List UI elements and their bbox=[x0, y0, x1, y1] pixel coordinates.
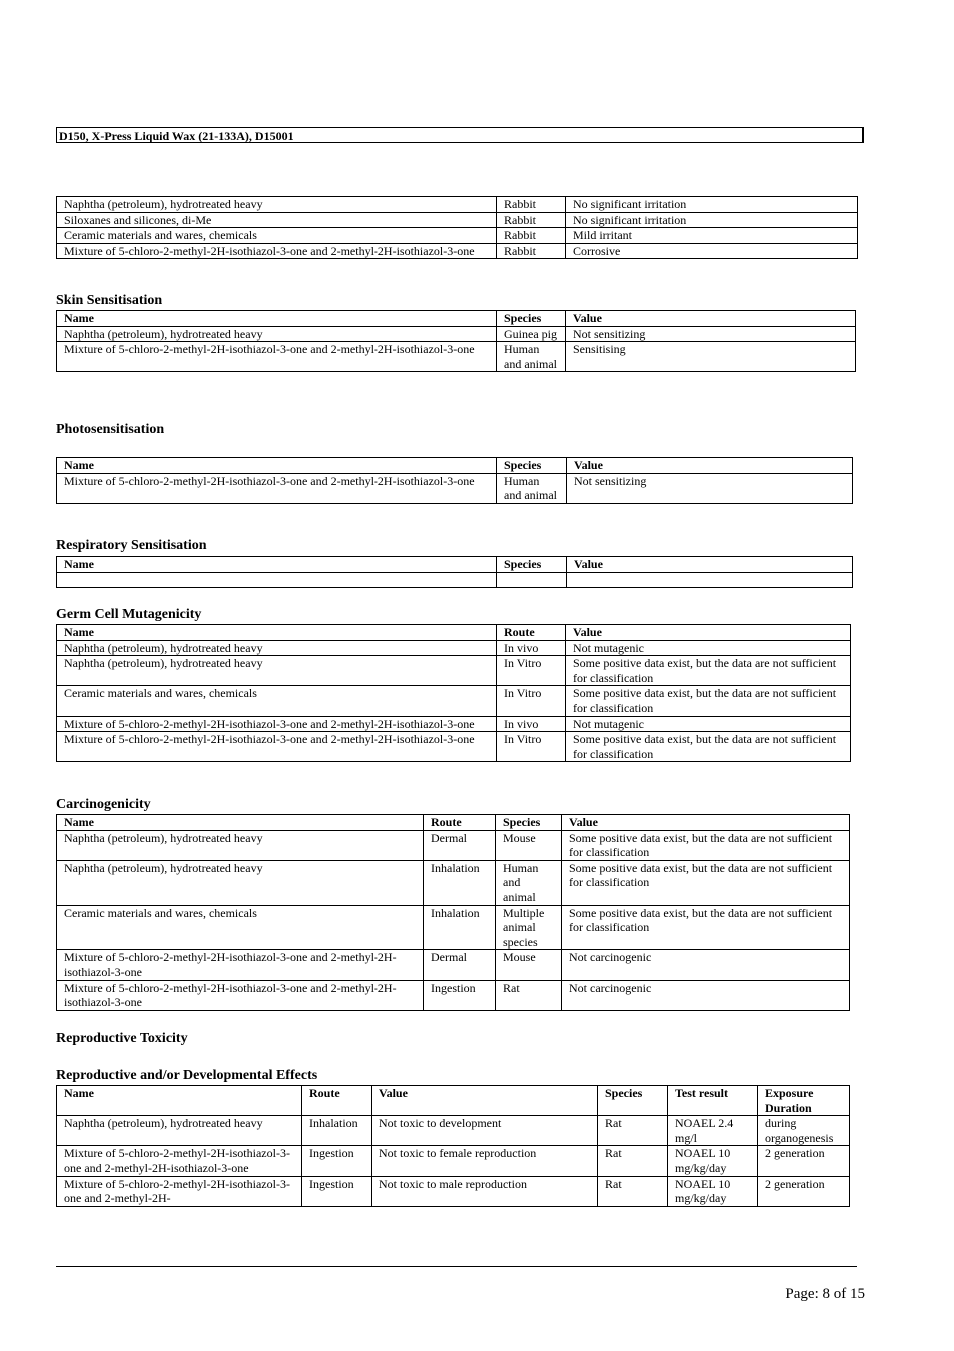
respiratory-sensitisation-heading: Respiratory Sensitisation bbox=[56, 538, 207, 553]
table-row bbox=[57, 572, 853, 587]
column-header: Species bbox=[496, 815, 562, 831]
table-cell: Rat bbox=[598, 1116, 668, 1146]
table-cell: Mouse bbox=[496, 950, 562, 980]
table-cell: Naphtha (petroleum), hydrotreated heavy bbox=[57, 326, 497, 342]
table-cell: Mixture of 5-chloro-2-methyl-2H-isothiazol-3-one and 2-methyl-2H-isothiazol-3-one bbox=[57, 716, 497, 732]
skin-sensitisation-table bbox=[56, 310, 856, 372]
table-cell: In Vitro bbox=[497, 732, 566, 762]
table-cell: 2 generation bbox=[758, 1176, 850, 1206]
table-cell: NOAEL 10 mg/kg/day bbox=[668, 1146, 758, 1176]
table-cell bbox=[497, 572, 567, 587]
table-row bbox=[57, 1146, 850, 1176]
column-header: Route bbox=[424, 815, 496, 831]
table-cell: Some positive data exist, but the data are not sufficient for classification bbox=[562, 860, 850, 905]
respiratory-sensitisation-table bbox=[56, 556, 853, 588]
table-row bbox=[57, 732, 851, 762]
table-cell: Rat bbox=[496, 980, 562, 1010]
column-header: Exposure Duration bbox=[758, 1086, 850, 1116]
column-header: Species bbox=[497, 311, 566, 327]
table-cell: Naphtha (petroleum), hydrotreated heavy bbox=[57, 656, 497, 686]
column-header: Name bbox=[57, 557, 497, 573]
document-header: D150, X-Press Liquid Wax (21-133A), D15001 bbox=[56, 127, 864, 143]
table-cell: Not sensitizing bbox=[566, 326, 856, 342]
column-header: Species bbox=[598, 1086, 668, 1116]
table-row bbox=[57, 243, 858, 259]
table-cell: Not toxic to female reproduction bbox=[372, 1146, 598, 1176]
table-row bbox=[57, 212, 858, 228]
table-cell: Naphtha (petroleum), hydrotreated heavy bbox=[57, 830, 424, 860]
table-cell: Not carcinogenic bbox=[562, 980, 850, 1010]
table-cell: Inhalation bbox=[424, 905, 496, 950]
table-row bbox=[57, 1176, 850, 1206]
table-cell: Some positive data exist, but the data are not sufficient for classification bbox=[562, 905, 850, 950]
table-cell: Ingestion bbox=[302, 1146, 372, 1176]
table-cell: Mixture of 5-chloro-2-methyl-2H-isothiazol-3-one and 2-methyl-2H-isothiazol-3-one bbox=[57, 950, 424, 980]
column-header: Name bbox=[57, 1086, 302, 1116]
table-row bbox=[57, 830, 850, 860]
table-cell: Guinea pig bbox=[497, 326, 566, 342]
table-cell: 2 generation bbox=[758, 1146, 850, 1176]
table-cell: Mild irritant bbox=[566, 228, 858, 244]
table-cell: Not mutagenic bbox=[566, 716, 851, 732]
column-header: Species bbox=[497, 458, 567, 474]
table-cell: Human and animal bbox=[497, 473, 567, 503]
table-cell: during organogenesis bbox=[758, 1116, 850, 1146]
table-cell: Ceramic materials and wares, chemicals bbox=[57, 905, 424, 950]
table-row bbox=[57, 326, 856, 342]
column-header: Route bbox=[302, 1086, 372, 1116]
table-row bbox=[57, 228, 858, 244]
table-cell: Human and animal bbox=[496, 860, 562, 905]
table-cell: Mixture of 5-chloro-2-methyl-2H-isothiazol-3-one and 2-methyl-2H-isothiazol-3-one bbox=[57, 980, 424, 1010]
table-cell: In Vitro bbox=[497, 656, 566, 686]
table-cell: No significant irritation bbox=[566, 212, 858, 228]
column-header: Species bbox=[497, 557, 567, 573]
column-header: Value bbox=[567, 557, 853, 573]
table-row bbox=[57, 1116, 850, 1146]
footer-divider bbox=[56, 1266, 857, 1267]
table-cell: Rabbit bbox=[497, 212, 566, 228]
table-cell: Ceramic materials and wares, chemicals bbox=[57, 228, 497, 244]
table-row bbox=[57, 950, 850, 980]
table-cell: In Vitro bbox=[497, 686, 566, 716]
table-cell: Naphtha (petroleum), hydrotreated heavy bbox=[57, 860, 424, 905]
table-cell: Not toxic to development bbox=[372, 1116, 598, 1146]
column-header: Value bbox=[567, 458, 853, 474]
table-cell bbox=[57, 572, 497, 587]
column-header: Route bbox=[497, 625, 566, 641]
table-cell: Rabbit bbox=[497, 228, 566, 244]
column-header: Test result bbox=[668, 1086, 758, 1116]
table-cell: Mixture of 5-chloro-2-methyl-2H-isothiazol-3-one and 2-methyl-2H-isothiazol-3-one bbox=[57, 342, 497, 372]
table-row bbox=[57, 980, 850, 1010]
table-cell: Mixture of 5-chloro-2-methyl-2H-isothiazol-3-one and 2-methyl-2H-isothiazol-3-one bbox=[57, 1146, 302, 1176]
carcinogenicity-table bbox=[56, 814, 850, 1011]
table-cell: Mixture of 5-chloro-2-methyl-2H-isothiazol-3-one and 2-methyl-2H-isothiazol-3-one bbox=[57, 473, 497, 503]
table-cell: NOAEL 10 mg/kg/day bbox=[668, 1176, 758, 1206]
table-cell: Multiple animal species bbox=[496, 905, 562, 950]
reproductive-toxicity-heading: Reproductive Toxicity bbox=[56, 1031, 188, 1046]
table-cell: Rabbit bbox=[497, 243, 566, 259]
table-row bbox=[57, 860, 850, 905]
germ-cell-mutagenicity-table bbox=[56, 624, 851, 762]
page-number: Page: 8 of 15 bbox=[785, 1286, 865, 1302]
table-cell: NOAEL 2.4 mg/l bbox=[668, 1116, 758, 1146]
table-cell: Mixture of 5-chloro-2-methyl-2H-isothiazol-3-one and 2-methyl-2H-isothiazol-3-one bbox=[57, 732, 497, 762]
table-cell: Rat bbox=[598, 1146, 668, 1176]
table-cell: Some positive data exist, but the data are not sufficient for classification bbox=[566, 656, 851, 686]
column-header: Value bbox=[566, 311, 856, 327]
column-header: Value bbox=[562, 815, 850, 831]
table-row bbox=[57, 640, 851, 656]
table-cell: Ingestion bbox=[424, 980, 496, 1010]
table-row bbox=[57, 716, 851, 732]
table-cell: Not carcinogenic bbox=[562, 950, 850, 980]
table-row bbox=[57, 473, 853, 503]
reproductive-effects-heading: Reproductive and/or Developmental Effects bbox=[56, 1068, 318, 1083]
skin-sensitisation-heading: Skin Sensitisation bbox=[56, 293, 163, 308]
table-cell: In vivo bbox=[497, 716, 566, 732]
table-cell: Dermal bbox=[424, 950, 496, 980]
table-cell: Dermal bbox=[424, 830, 496, 860]
carcinogenicity-heading: Carcinogenicity bbox=[56, 797, 151, 812]
table-cell: Naphtha (petroleum), hydrotreated heavy bbox=[57, 1116, 302, 1146]
reproductive-effects-table bbox=[56, 1085, 850, 1207]
table-cell: Rat bbox=[598, 1176, 668, 1206]
table-cell: Naphtha (petroleum), hydrotreated heavy bbox=[57, 640, 497, 656]
table-cell bbox=[567, 572, 853, 587]
table-cell: Naphtha (petroleum), hydrotreated heavy bbox=[57, 197, 497, 213]
table-row bbox=[57, 197, 858, 213]
table-cell: Some positive data exist, but the data are not sufficient for classification bbox=[566, 686, 851, 716]
table-cell: Siloxanes and silicones, di-Me bbox=[57, 212, 497, 228]
photosensitisation-heading: Photosensitisation bbox=[56, 422, 165, 437]
table-cell: Not toxic to male reproduction bbox=[372, 1176, 598, 1206]
table-cell: Inhalation bbox=[424, 860, 496, 905]
table-cell: Sensitising bbox=[566, 342, 856, 372]
table-cell: No significant irritation bbox=[566, 197, 858, 213]
column-header: Value bbox=[372, 1086, 598, 1116]
table-cell: Mouse bbox=[496, 830, 562, 860]
table-cell: Mixture of 5-chloro-2-methyl-2H-isothiazol-3-one and 2-methyl-2H- bbox=[57, 1176, 302, 1206]
table-row bbox=[57, 656, 851, 686]
column-header: Name bbox=[57, 815, 424, 831]
column-header: Name bbox=[57, 625, 497, 641]
table-row bbox=[57, 342, 856, 372]
table-cell: Not sensitizing bbox=[567, 473, 853, 503]
photosensitisation-table bbox=[56, 457, 853, 504]
column-header: Name bbox=[57, 458, 497, 474]
table-cell: Rabbit bbox=[497, 197, 566, 213]
table-cell: Ingestion bbox=[302, 1176, 372, 1206]
table-cell: Corrosive bbox=[566, 243, 858, 259]
table-cell: Mixture of 5-chloro-2-methyl-2H-isothiazol-3-one and 2-methyl-2H-isothiazol-3-one bbox=[57, 243, 497, 259]
column-header: Name bbox=[57, 311, 497, 327]
column-header: Value bbox=[566, 625, 851, 641]
table-cell: Inhalation bbox=[302, 1116, 372, 1146]
irritation-table bbox=[56, 196, 858, 259]
table-cell: Not mutagenic bbox=[566, 640, 851, 656]
germ-cell-mutagenicity-heading: Germ Cell Mutagenicity bbox=[56, 607, 202, 622]
table-cell: In vivo bbox=[497, 640, 566, 656]
table-row bbox=[57, 686, 851, 716]
table-row bbox=[57, 905, 850, 950]
table-cell: Ceramic materials and wares, chemicals bbox=[57, 686, 497, 716]
table-cell: Human and animal bbox=[497, 342, 566, 372]
table-cell: Some positive data exist, but the data are not sufficient for classification bbox=[566, 732, 851, 762]
table-cell: Some positive data exist, but the data are not sufficient for classification bbox=[562, 830, 850, 860]
